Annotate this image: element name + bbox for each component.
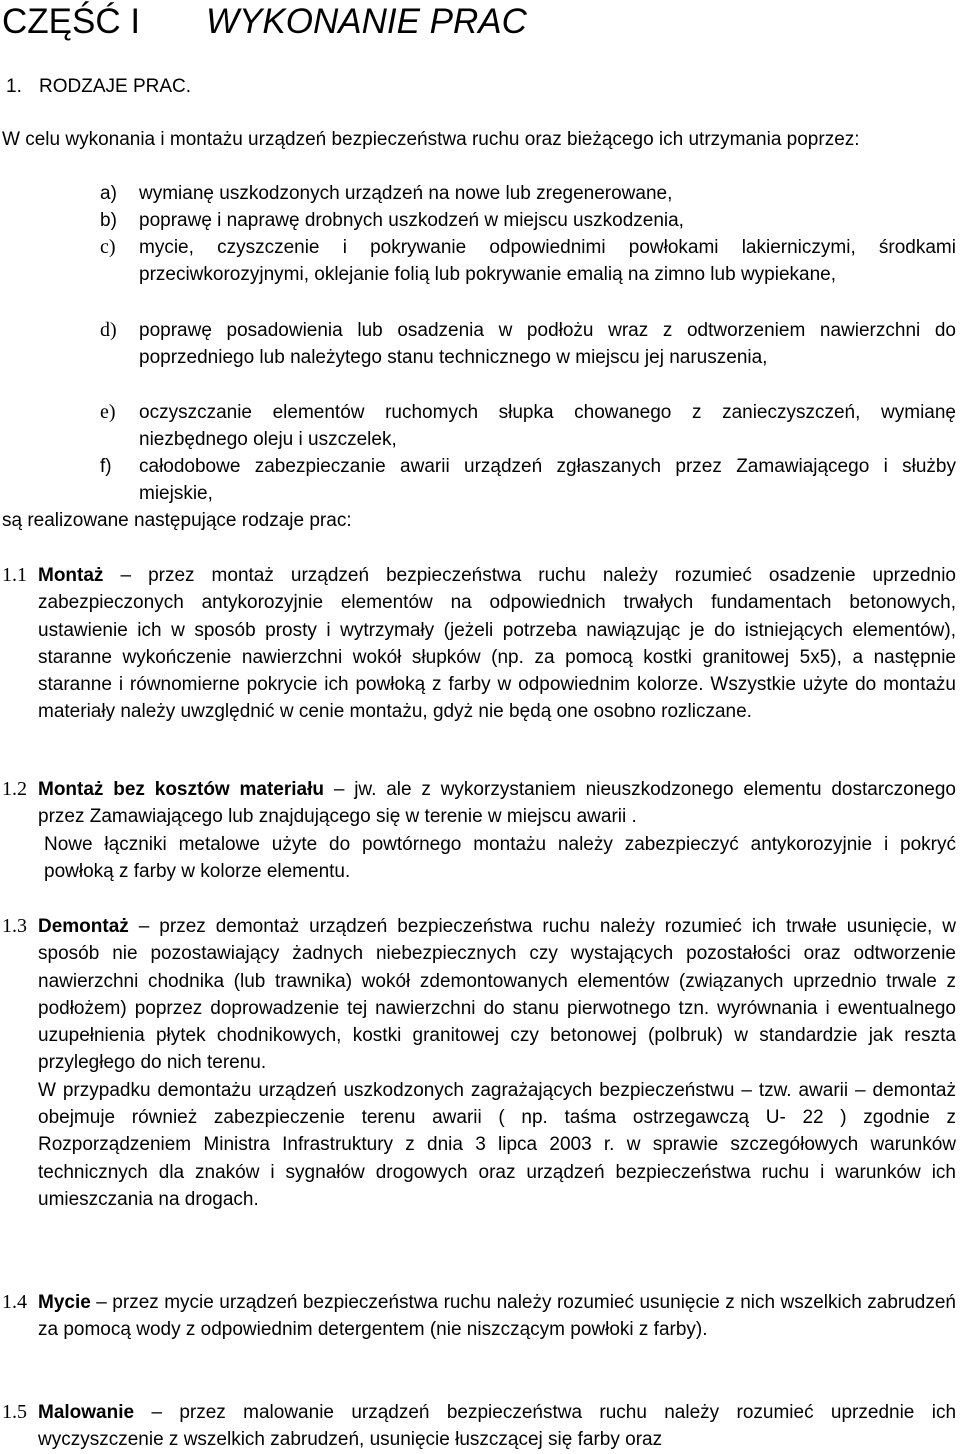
subsection-term: Malowanie [38,1402,135,1423]
subsection-term: Montaż bez kosztów materiału [38,779,324,800]
list-marker: f) [100,456,112,477]
list-item [100,399,956,454]
subsection-paragraph: Montaż bez kosztów materiału – jw. ale z wykorzystaniem nieuszkodzonego elementu dostarczonego przez Zamawiającego lub znajdującego się w terenie w miejscu awarii . [38,779,956,828]
subsection-number: 1.5 [2,1401,27,1423]
list-item [100,453,956,508]
subsection-term: Mycie [38,1292,91,1313]
list-item [100,234,956,289]
section-heading [6,75,191,99]
section-number: 1. [6,76,22,97]
outro-paragraph: są realizowane następujące rodzaje prac: [2,510,352,531]
section-title: RODZAJE PRAC. [39,76,192,97]
subsection-number: 1.4 [2,1291,27,1313]
list-marker: d) [100,319,117,341]
list-item [100,180,956,207]
list-item-text: poprawę posadowienia lub osadzenia w podłożu wraz z odtworzeniem nawierzchni do poprzedniego lub należytego stanu technicznego w miejscu jej naruszenia, [139,320,956,369]
part-heading [2,2,527,42]
list-item [100,317,956,372]
subsection-term: Montaż [38,565,104,586]
intro-paragraph: W celu wykonania i montażu urządzeń bezpieczeństwa ruchu oraz bieżącego ich utrzymania poprzez: [2,129,860,150]
subsection-paragraph: Montaż – przez montaż urządzeń bezpieczeństwa ruchu należy rozumieć osadzenie uprzednio zabezpieczonych antykorozyjnie elementów na odpowiednich trwałych fundamentach betonowych, ustawienie ich w sposób prosty i wytrzymały (jeżeli potrzeba nawiązując je do istniejących elementów), staranne wykończenie nawierzchni wokół słupków (np. za pomocą kostki granitowej 5x5), a następnie staranne i równomierne pokrycie ich powłoką z farby w odpowiednim kolorze. Wszystkie użyte do montażu materiały należy uwzględnić w cenie montażu, gdyż nie będą one osobno rozliczane. [38,565,956,723]
subsection-1-1 [2,562,956,726]
subsection-1-2 [2,776,956,885]
subsection-paragraph: Demontaż – przez demontaż urządzeń bezpieczeństwa ruchu należy rozumieć ich trwałe usunięcie, w sposób nie pozostawiający żadnych niebezpiecznych czy wystających pozostałości oraz odtworzenie nawierzchni chodnika (lub trawnika) wokół zdemontowanych elementów (związanych uprzednio trwale z podłożem) poprzez doprowadzenie tej nawierzchni do stanu pierwotnego tzn. wyrównania i ewentualnego uzupełnienia płytek chodnikowych, kostki granitowej czy betonowej (polbruk) w standardzie jak reszta przyległego do nich terenu. [38,916,956,1074]
subsection-number: 1.3 [2,915,27,937]
list-item-text: poprawę i naprawę drobnych uszkodzeń w miejscu uszkodzenia, [139,210,684,231]
part-title: WYKONANIE PRAC [206,2,527,41]
part-number: CZĘŚĆ I [2,2,141,41]
list-item-text: mycie, czyszczenie i pokrywanie odpowiednimi powłokami lakierniczymi, środkami przeciwkorozyjnymi, oklejanie folią lub pokrywanie emalią na zimno lub wypiekane, [139,237,956,286]
subsection-number: 1.1 [2,564,27,586]
list-item-text: całodobowe zabezpieczanie awarii urządzeń zgłaszanych przez Zamawiającego i służby miejskie, [139,456,956,505]
list-marker: a) [100,183,117,204]
subsection-1-4 [2,1289,956,1344]
list-marker: b) [100,210,117,231]
list-marker: c) [100,236,116,258]
list-item [100,207,956,234]
subsection-term: Demontaż [38,916,129,937]
subsection-1-5 [2,1399,956,1454]
subsection-number: 1.2 [2,778,27,800]
list-item-text: wymianę uszkodzonych urządzeń na nowe lub zregenerowane, [139,183,673,204]
list-marker: e) [100,401,116,423]
subsection-paragraph: Mycie – przez mycie urządzeń bezpieczeństwa ruchu należy rozumieć usunięcie z nich wszelkich zabrudzeń za pomocą wody z odpowiednim detergentem (nie niszczącym powłoki z farby). [38,1292,956,1341]
subsection-1-3 [2,913,956,1213]
subsection-paragraph: Nowe łączniki metalowe użyte do powtórnego montażu należy zabezpieczyć antykorozyjnie i pokryć powłoką z farby w kolorze elementu. [44,833,956,882]
list-item-text: oczyszczanie elementów ruchomych słupka chowanego z zanieczyszczeń, wymianę niezbędnego oleju i uszczelek, [139,402,956,451]
subsection-paragraph: Malowanie – przez malowanie urządzeń bezpieczeństwa ruchu należy rozumieć uprzednie ich wyczyszczenie z wszelkich zabrudzeń, usunięcie łuszczącej się farby oraz [38,1402,957,1451]
subsection-paragraph: W przypadku demontażu urządzeń uszkodzonych zagrażających bezpieczeństwu – tzw. awarii – demontaż obejmuje również zabezpieczenie terenu awarii ( np. taśma ostrzegawczą U- 22 ) zgodnie z Rozporządzeniem Ministra Infrastruktury z dnia 3 lipca 2003 r. w sprawie szczegółowych warunków technicznych dla znaków i sygnałów drogowych oraz urządzeń bezpieczeństwa ruchu i warunków ich umieszczania na drogach. [38,1079,956,1210]
